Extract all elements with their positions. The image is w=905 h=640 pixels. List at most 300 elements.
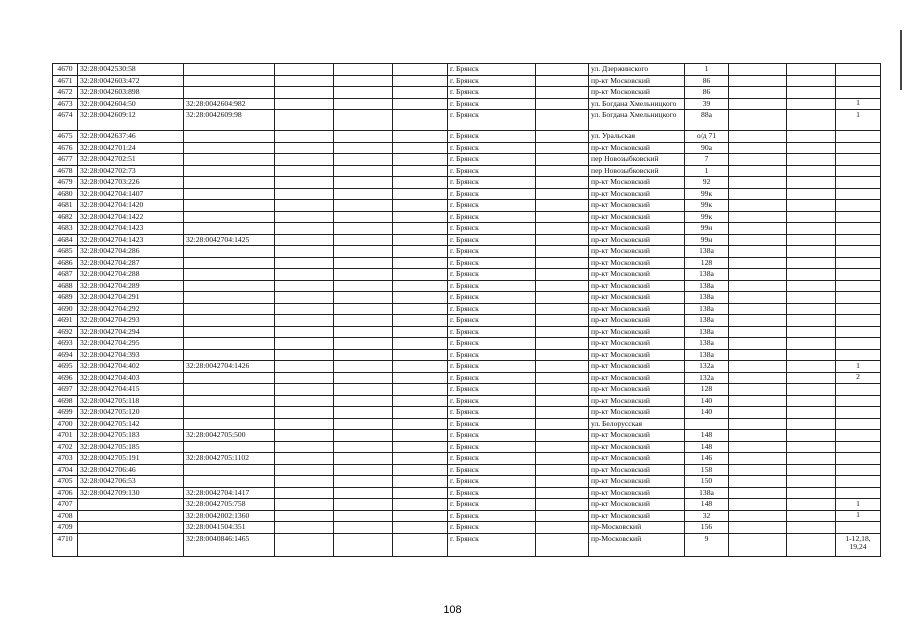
empty-cell <box>275 499 334 511</box>
empty-cell <box>275 246 334 258</box>
linked-cadastral-number-cell: 32:28:0042704:1426 <box>184 361 275 373</box>
empty-cell <box>393 441 448 453</box>
empty-cell <box>787 303 836 315</box>
apartment-cell: 1 <box>836 110 881 131</box>
linked-cadastral-number-cell <box>184 200 275 212</box>
empty-cell <box>787 154 836 166</box>
table-row <box>53 154 881 166</box>
city-cell: г. Брянск <box>448 257 536 269</box>
street-cell: пр-кт Московский <box>589 87 685 99</box>
apartment-cell <box>836 338 881 350</box>
table-row <box>53 98 881 110</box>
empty-cell <box>787 188 836 200</box>
cadastral-number-cell: 32:28:0042705:118 <box>78 395 184 407</box>
house-number-cell: 99к <box>685 211 729 223</box>
empty-cell <box>787 75 836 87</box>
street-cell: пр-кт Московский <box>589 75 685 87</box>
linked-cadastral-number-cell <box>184 142 275 154</box>
city-cell: г. Брянск <box>448 177 536 189</box>
empty-cell <box>787 142 836 154</box>
street-cell: ул. Белорусская <box>589 418 685 430</box>
house-number-cell: 150 <box>685 476 729 488</box>
empty-cell <box>536 269 589 281</box>
linked-cadastral-number-cell <box>184 338 275 350</box>
empty-cell <box>729 280 787 292</box>
street-cell: пр-кт Московский <box>589 441 685 453</box>
empty-cell <box>393 384 448 396</box>
linked-cadastral-number-cell <box>184 269 275 281</box>
cadastral-number-cell: 32:28:0042704:295 <box>78 338 184 350</box>
empty-cell <box>393 98 448 110</box>
linked-cadastral-number-cell <box>184 476 275 488</box>
empty-cell <box>787 430 836 442</box>
apartment-cell <box>836 407 881 419</box>
cadastral-number-cell: 32:28:0042603:472 <box>78 75 184 87</box>
cadastral-number-cell: 32:28:0042704:1423 <box>78 234 184 246</box>
street-cell: пр-кт Московский <box>589 292 685 304</box>
empty-cell <box>334 98 393 110</box>
empty-cell <box>729 234 787 246</box>
empty-cell <box>393 200 448 212</box>
apartment-cell <box>836 349 881 361</box>
linked-cadastral-number-cell <box>184 154 275 166</box>
street-cell: пр-кт Московский <box>589 407 685 419</box>
house-number-cell: о/д 71 <box>685 131 729 143</box>
empty-cell <box>393 372 448 384</box>
row-number-cell: 4695 <box>53 361 78 373</box>
empty-cell <box>275 476 334 488</box>
empty-cell <box>275 326 334 338</box>
empty-cell <box>787 510 836 522</box>
empty-cell <box>334 177 393 189</box>
city-cell: г. Брянск <box>448 384 536 396</box>
page-number: 108 <box>443 604 462 616</box>
empty-cell <box>787 395 836 407</box>
empty-cell <box>334 257 393 269</box>
linked-cadastral-number-cell <box>184 407 275 419</box>
empty-cell <box>787 211 836 223</box>
empty-cell <box>275 361 334 373</box>
empty-cell <box>787 487 836 499</box>
empty-cell <box>787 407 836 419</box>
empty-cell <box>729 131 787 143</box>
empty-cell <box>275 533 334 556</box>
empty-cell <box>787 177 836 189</box>
house-number-cell: 86 <box>685 87 729 99</box>
empty-cell <box>334 165 393 177</box>
empty-cell <box>275 200 334 212</box>
empty-cell <box>393 257 448 269</box>
empty-cell <box>536 349 589 361</box>
empty-cell <box>393 338 448 350</box>
empty-cell <box>729 303 787 315</box>
empty-cell <box>275 510 334 522</box>
empty-cell <box>536 464 589 476</box>
street-cell: ул. Богдана Хмельницкого <box>589 110 685 131</box>
empty-cell <box>729 407 787 419</box>
cadastral-number-cell: 32:28:0042704:415 <box>78 384 184 396</box>
empty-cell <box>536 338 589 350</box>
apartment-cell: 1 <box>836 510 881 522</box>
city-cell: г. Брянск <box>448 407 536 419</box>
empty-cell <box>787 349 836 361</box>
linked-cadastral-number-cell: 32:28:0040846:1465 <box>184 533 275 556</box>
empty-cell <box>536 510 589 522</box>
house-number-cell: 88а <box>685 110 729 131</box>
empty-cell <box>536 372 589 384</box>
linked-cadastral-number-cell <box>184 280 275 292</box>
table-row <box>53 499 881 511</box>
cadastral-number-cell: 32:28:0042705:120 <box>78 407 184 419</box>
empty-cell <box>536 177 589 189</box>
empty-cell <box>334 349 393 361</box>
table-row <box>53 476 881 488</box>
empty-cell <box>729 64 787 76</box>
apartment-cell: 1-12,18, 19,24 <box>836 533 881 556</box>
house-number-cell: 132а <box>685 372 729 384</box>
empty-cell <box>275 453 334 465</box>
cadastral-number-cell: 32:28:0042704:287 <box>78 257 184 269</box>
row-number-cell: 4679 <box>53 177 78 189</box>
empty-cell <box>536 384 589 396</box>
table-row <box>53 223 881 235</box>
house-number-cell: 146 <box>685 453 729 465</box>
empty-cell <box>393 453 448 465</box>
street-cell: пр-кт Московский <box>589 476 685 488</box>
linked-cadastral-number-cell <box>184 326 275 338</box>
empty-cell <box>787 418 836 430</box>
apartment-cell <box>836 142 881 154</box>
street-cell: пр-кт Московский <box>589 234 685 246</box>
empty-cell <box>334 326 393 338</box>
street-cell: ул. Богдана Хмельницкого <box>589 98 685 110</box>
empty-cell <box>536 200 589 212</box>
empty-cell <box>787 234 836 246</box>
cadastral-number-cell <box>78 522 184 534</box>
table-row <box>53 361 881 373</box>
cadastral-number-cell: 32:28:0042704:294 <box>78 326 184 338</box>
street-cell: пр-кт Московский <box>589 257 685 269</box>
apartment-cell <box>836 522 881 534</box>
street-cell: пр-кт Московский <box>589 395 685 407</box>
empty-cell <box>275 142 334 154</box>
empty-cell <box>787 165 836 177</box>
empty-cell <box>787 200 836 212</box>
city-cell: г. Брянск <box>448 303 536 315</box>
empty-cell <box>729 177 787 189</box>
cadastral-number-cell: 32:28:0042704:393 <box>78 349 184 361</box>
empty-cell <box>275 303 334 315</box>
row-number-cell: 4702 <box>53 441 78 453</box>
row-number-cell: 4671 <box>53 75 78 87</box>
empty-cell <box>729 487 787 499</box>
empty-cell <box>275 441 334 453</box>
house-number-cell: 138а <box>685 269 729 281</box>
empty-cell <box>536 75 589 87</box>
apartment-cell <box>836 234 881 246</box>
cadastral-number-cell: 32:28:0042704:291 <box>78 292 184 304</box>
empty-cell <box>393 75 448 87</box>
empty-cell <box>729 441 787 453</box>
empty-cell <box>729 257 787 269</box>
house-number-cell: 148 <box>685 441 729 453</box>
empty-cell <box>334 87 393 99</box>
street-cell: пр-кт Московский <box>589 246 685 258</box>
row-number-cell: 4684 <box>53 234 78 246</box>
empty-cell <box>787 384 836 396</box>
empty-cell <box>334 476 393 488</box>
empty-cell <box>393 177 448 189</box>
empty-cell <box>536 533 589 556</box>
cadastral-number-cell: 32:28:0042705:183 <box>78 430 184 442</box>
empty-cell <box>536 142 589 154</box>
cadastral-number-cell: 32:28:0042706:46 <box>78 464 184 476</box>
table-row <box>53 464 881 476</box>
table-row <box>53 246 881 258</box>
row-number-cell: 4675 <box>53 131 78 143</box>
street-cell: пр-кт Московский <box>589 315 685 327</box>
row-number-cell: 4672 <box>53 87 78 99</box>
empty-cell <box>729 326 787 338</box>
empty-cell <box>536 211 589 223</box>
empty-cell <box>729 269 787 281</box>
row-number-cell: 4696 <box>53 372 78 384</box>
empty-cell <box>729 211 787 223</box>
empty-cell <box>536 188 589 200</box>
row-number-cell: 4687 <box>53 269 78 281</box>
empty-cell <box>787 257 836 269</box>
apartment-cell <box>836 395 881 407</box>
empty-cell <box>275 234 334 246</box>
empty-cell <box>729 395 787 407</box>
street-cell: пр-кт Московский <box>589 361 685 373</box>
street-cell: пр-кт Московский <box>589 338 685 350</box>
empty-cell <box>729 349 787 361</box>
empty-cell <box>334 75 393 87</box>
empty-cell <box>393 499 448 511</box>
table-row <box>53 418 881 430</box>
linked-cadastral-number-cell: 32:28:0042002:1360 <box>184 510 275 522</box>
empty-cell <box>275 269 334 281</box>
house-number-cell: 138а <box>685 280 729 292</box>
empty-cell <box>787 246 836 258</box>
row-number-cell: 4678 <box>53 165 78 177</box>
house-number-cell: 92 <box>685 177 729 189</box>
city-cell: г. Брянск <box>448 372 536 384</box>
street-cell: пр-кт Московский <box>589 326 685 338</box>
house-number-cell: 1 <box>685 165 729 177</box>
empty-cell <box>536 303 589 315</box>
city-cell: г. Брянск <box>448 211 536 223</box>
empty-cell <box>787 326 836 338</box>
table-row <box>53 165 881 177</box>
empty-cell <box>275 223 334 235</box>
house-number-cell: 128 <box>685 384 729 396</box>
table-row <box>53 188 881 200</box>
linked-cadastral-number-cell <box>184 315 275 327</box>
empty-cell <box>787 338 836 350</box>
empty-cell <box>729 418 787 430</box>
row-number-cell: 4674 <box>53 110 78 131</box>
empty-cell <box>536 154 589 166</box>
empty-cell <box>393 234 448 246</box>
row-number-cell: 4697 <box>53 384 78 396</box>
empty-cell <box>536 395 589 407</box>
empty-cell <box>275 430 334 442</box>
empty-cell <box>275 395 334 407</box>
city-cell: г. Брянск <box>448 476 536 488</box>
empty-cell <box>787 110 836 131</box>
cadastral-number-cell: 32:28:0042704:403 <box>78 372 184 384</box>
empty-cell <box>536 257 589 269</box>
house-number-cell: 138а <box>685 246 729 258</box>
table-row <box>53 75 881 87</box>
cadastral-number-cell: 32:28:0042704:1423 <box>78 223 184 235</box>
empty-cell <box>393 430 448 442</box>
empty-cell <box>393 87 448 99</box>
city-cell: г. Брянск <box>448 292 536 304</box>
apartment-cell <box>836 476 881 488</box>
cadastral-number-cell: 32:28:0042704:402 <box>78 361 184 373</box>
linked-cadastral-number-cell <box>184 188 275 200</box>
table-row <box>53 303 881 315</box>
empty-cell <box>275 87 334 99</box>
linked-cadastral-number-cell <box>184 384 275 396</box>
empty-cell <box>334 464 393 476</box>
row-number-cell: 4703 <box>53 453 78 465</box>
empty-cell <box>334 246 393 258</box>
linked-cadastral-number-cell: 32:28:0041504:351 <box>184 522 275 534</box>
table-row <box>53 430 881 442</box>
apartment-cell <box>836 64 881 76</box>
city-cell: г. Брянск <box>448 87 536 99</box>
cadastral-number-cell: 32:28:0042637:46 <box>78 131 184 143</box>
house-number-cell: 128 <box>685 257 729 269</box>
empty-cell <box>275 487 334 499</box>
row-number-cell: 4701 <box>53 430 78 442</box>
row-number-cell: 4698 <box>53 395 78 407</box>
empty-cell <box>334 110 393 131</box>
apartment-cell <box>836 154 881 166</box>
empty-cell <box>334 315 393 327</box>
row-number-cell: 4683 <box>53 223 78 235</box>
apartment-cell <box>836 418 881 430</box>
linked-cadastral-number-cell <box>184 223 275 235</box>
empty-cell <box>536 407 589 419</box>
city-cell: г. Брянск <box>448 464 536 476</box>
house-number-cell: 86 <box>685 75 729 87</box>
row-number-cell: 4676 <box>53 142 78 154</box>
empty-cell <box>729 361 787 373</box>
city-cell: г. Брянск <box>448 361 536 373</box>
city-cell: г. Брянск <box>448 280 536 292</box>
house-number-cell: 138а <box>685 326 729 338</box>
street-cell: пр-кт Московский <box>589 200 685 212</box>
empty-cell <box>393 110 448 131</box>
apartment-cell <box>836 303 881 315</box>
empty-cell <box>787 533 836 556</box>
empty-cell <box>787 464 836 476</box>
empty-cell <box>787 522 836 534</box>
empty-cell <box>334 499 393 511</box>
linked-cadastral-number-cell <box>184 131 275 143</box>
empty-cell <box>393 292 448 304</box>
street-cell: пр-кт Московский <box>589 349 685 361</box>
cadastral-number-cell: 32:28:0042704:286 <box>78 246 184 258</box>
cadastral-number-cell: 32:28:0042603:898 <box>78 87 184 99</box>
street-cell: пр-кт Московский <box>589 303 685 315</box>
empty-cell <box>787 499 836 511</box>
empty-cell <box>334 211 393 223</box>
cadastral-number-cell: 32:28:0042530:58 <box>78 64 184 76</box>
city-cell: г. Брянск <box>448 533 536 556</box>
empty-cell <box>275 384 334 396</box>
house-number-cell: 99н <box>685 223 729 235</box>
city-cell: г. Брянск <box>448 200 536 212</box>
empty-cell <box>536 165 589 177</box>
empty-cell <box>729 499 787 511</box>
empty-cell <box>393 522 448 534</box>
row-number-cell: 4699 <box>53 407 78 419</box>
apartment-cell <box>836 75 881 87</box>
empty-cell <box>729 372 787 384</box>
empty-cell <box>393 165 448 177</box>
table-row <box>53 372 881 384</box>
table-row <box>53 257 881 269</box>
city-cell: г. Брянск <box>448 154 536 166</box>
city-cell: г. Брянск <box>448 430 536 442</box>
linked-cadastral-number-cell <box>184 64 275 76</box>
empty-cell <box>729 188 787 200</box>
linked-cadastral-number-cell <box>184 349 275 361</box>
empty-cell <box>729 292 787 304</box>
street-cell: ул. Дзержинского <box>589 64 685 76</box>
street-cell: пр-кт Московский <box>589 177 685 189</box>
cadastral-number-cell: 32:28:0042702:73 <box>78 165 184 177</box>
table-row <box>53 487 881 499</box>
empty-cell <box>729 384 787 396</box>
apartment-cell <box>836 315 881 327</box>
row-number-cell: 4686 <box>53 257 78 269</box>
table-row <box>53 211 881 223</box>
empty-cell <box>787 315 836 327</box>
empty-cell <box>275 280 334 292</box>
empty-cell <box>729 476 787 488</box>
empty-cell <box>334 154 393 166</box>
cadastral-number-cell <box>78 510 184 522</box>
row-number-cell: 4706 <box>53 487 78 499</box>
empty-cell <box>393 407 448 419</box>
table-row <box>53 384 881 396</box>
row-number-cell: 4705 <box>53 476 78 488</box>
street-cell: пер Новозыбковский <box>589 165 685 177</box>
empty-cell <box>393 269 448 281</box>
street-cell: пр-Московский <box>589 533 685 556</box>
row-number-cell: 4710 <box>53 533 78 556</box>
linked-cadastral-number-cell: 32:28:0042609:98 <box>184 110 275 131</box>
empty-cell <box>729 453 787 465</box>
house-number-cell: 148 <box>685 430 729 442</box>
city-cell: г. Брянск <box>448 326 536 338</box>
cadastral-number-cell: 32:28:0042705:142 <box>78 418 184 430</box>
cadastral-number-cell: 32:28:0042706:53 <box>78 476 184 488</box>
linked-cadastral-number-cell <box>184 292 275 304</box>
linked-cadastral-number-cell <box>184 165 275 177</box>
empty-cell <box>787 361 836 373</box>
city-cell: г. Брянск <box>448 75 536 87</box>
apartment-cell <box>836 487 881 499</box>
empty-cell <box>275 64 334 76</box>
